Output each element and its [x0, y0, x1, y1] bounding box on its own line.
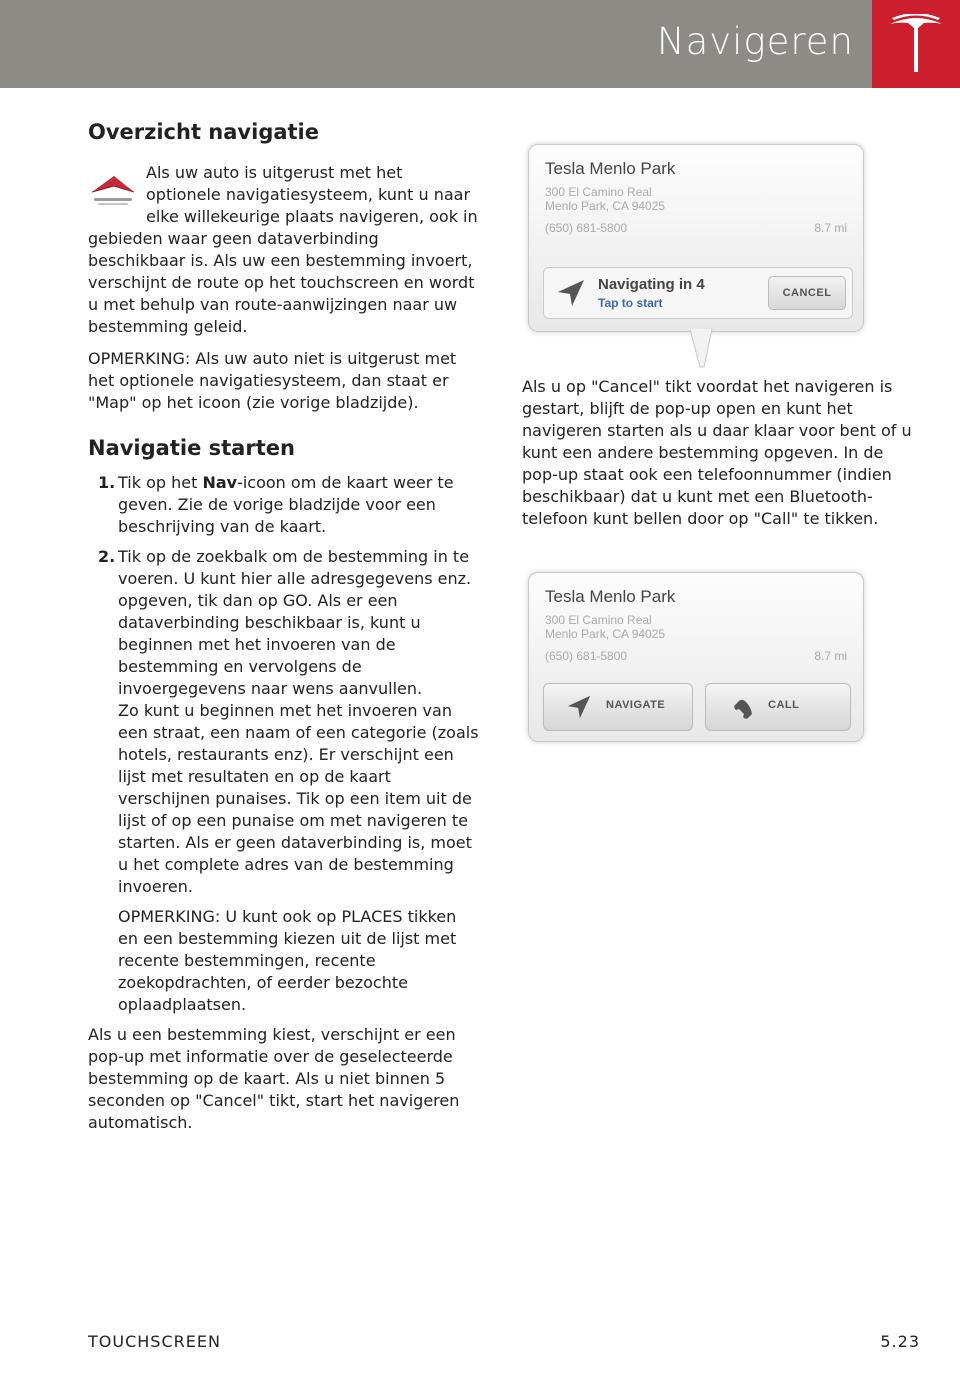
- step2-note: OPMERKING: U kunt ook op PLACES tikken en een bestemming kiezen uit de lijst met recente bestemmingen, recente zoekopdrachten, of eerder bezochte oplaadplaatsen.: [118, 907, 457, 1014]
- destination-phone: (650) 681-5800: [545, 649, 628, 663]
- step-number: 1.: [98, 473, 116, 492]
- address-line-2: Menlo Park, CA 94025: [545, 627, 666, 641]
- tesla-logo-icon: [888, 14, 944, 74]
- address-line-1: 300 El Camino Real: [545, 185, 652, 199]
- navigate-button[interactable]: [543, 683, 693, 731]
- destination-distance: 8.7 mi: [814, 221, 847, 235]
- step2-text-a: Tik op de zoekbalk om de bestemming in te voeren. U kunt hier alle adresgegevens enz. opgeven, tik dan op GO. Als er een dataverbinding beschikbaar is, kunt u beginnen met het invoeren van de bestemming en vervolgens de invoergegevens naar wens aanvullen.: [118, 547, 472, 698]
- step2-text-b: Zo kunt u beginnen met het invoeren van een straat, een naam of een categorie (zoals hotels, restaurants enz). Er verschijnt een lijst met resultaten en op de kaart verschijnen punaises. Tik op een item uit de lijst of op een punaise om met navigeren te starten. Als er geen dataverbinding is, moet u het complete adres van de bestemming invoeren.: [118, 701, 479, 896]
- start-navigation-box[interactable]: [543, 267, 853, 319]
- footer-section: TOUCHSCREEN: [88, 1332, 221, 1351]
- heading-overview: Overzicht navigatie: [88, 120, 319, 144]
- phone-icon: [728, 694, 754, 720]
- page-number: 5.23: [880, 1332, 920, 1351]
- popup-pointer: [690, 329, 714, 369]
- step1-text-post: -icoon om de kaart weer te geven. Zie de vorige bladzijde voor een beschrijving van de kaart.: [118, 473, 454, 536]
- intro-paragraph: Als uw auto is uitgerust met het optionele navigatiesysteem, kunt u naar elke willekeurige plaats navigeren, ook in gebieden waar geen dataverbinding beschikbaar is. Als uw een bestemming invoert, verschijnt de route op het touchscreen en wordt u met behulp van route-aanwijzingen naar uw bestemming geleid.: [88, 163, 478, 336]
- destination-address: [545, 185, 665, 213]
- heading-start-navigation: Navigatie starten: [88, 436, 295, 460]
- steps-list: [88, 472, 480, 1016]
- list-item: [88, 472, 480, 538]
- destination-name: Tesla Menlo Park: [545, 159, 676, 178]
- header-bar: [0, 0, 960, 88]
- step1-text-pre: Tik op het: [118, 473, 203, 492]
- page-title: Navigeren: [656, 20, 854, 63]
- call-button[interactable]: [705, 683, 851, 731]
- tap-to-start-link[interactable]: Tap to start: [598, 296, 663, 310]
- destination-address: [545, 613, 665, 641]
- nav-keyword: Nav: [202, 473, 238, 492]
- cancel-button[interactable]: CANCEL: [768, 276, 846, 310]
- note-paragraph: OPMERKING: Als uw auto niet is uitgerust met het optionele navigatiesysteem, dan staat er "Map" op het icoon (zie vorige bladzijde).: [88, 349, 457, 412]
- list-item: [88, 546, 480, 1016]
- tesla-logo: [872, 0, 960, 88]
- address-line-1: 300 El Camino Real: [545, 613, 652, 627]
- navigate-label: NAVIGATE: [606, 699, 666, 711]
- left-column: [88, 118, 480, 1134]
- destination-name: Tesla Menlo Park: [545, 587, 676, 606]
- final-paragraph: Als u een bestemming kiest, verschijnt er een pop-up met informatie over de geselecteerde bestemming op de kaart. Als u niet binnen 5 seconden op "Cancel" tikt, start het navigeren automatisch.: [88, 1025, 460, 1132]
- navigation-arrow-icon: [556, 278, 586, 308]
- step-number: 2.: [98, 547, 116, 566]
- destination-popup: [528, 572, 864, 742]
- call-label: CALL: [768, 699, 800, 711]
- destination-phone: (650) 681-5800: [545, 221, 628, 235]
- destination-popup-navigating: [528, 144, 864, 332]
- navigation-arrow-icon: [566, 694, 592, 720]
- navigating-countdown: Navigating in 4: [598, 276, 705, 293]
- navigation-icon: [88, 170, 138, 210]
- address-line-2: Menlo Park, CA 94025: [545, 199, 666, 213]
- destination-distance: 8.7 mi: [814, 649, 847, 663]
- cancel-explanation: Als u op "Cancel" tikt voordat het navigeren is gestart, blijft de pop-up open en kunt het navigeren starten als u daar klaar voor bent of u kunt een andere bestemming opgeven. In de pop-up staat ook een telefoonnummer (indien beschikbaar) dat u kunt met een Bluetooth-telefoon kunt bellen door op "Call" te tikken.: [522, 377, 912, 528]
- right-column: [522, 376, 916, 530]
